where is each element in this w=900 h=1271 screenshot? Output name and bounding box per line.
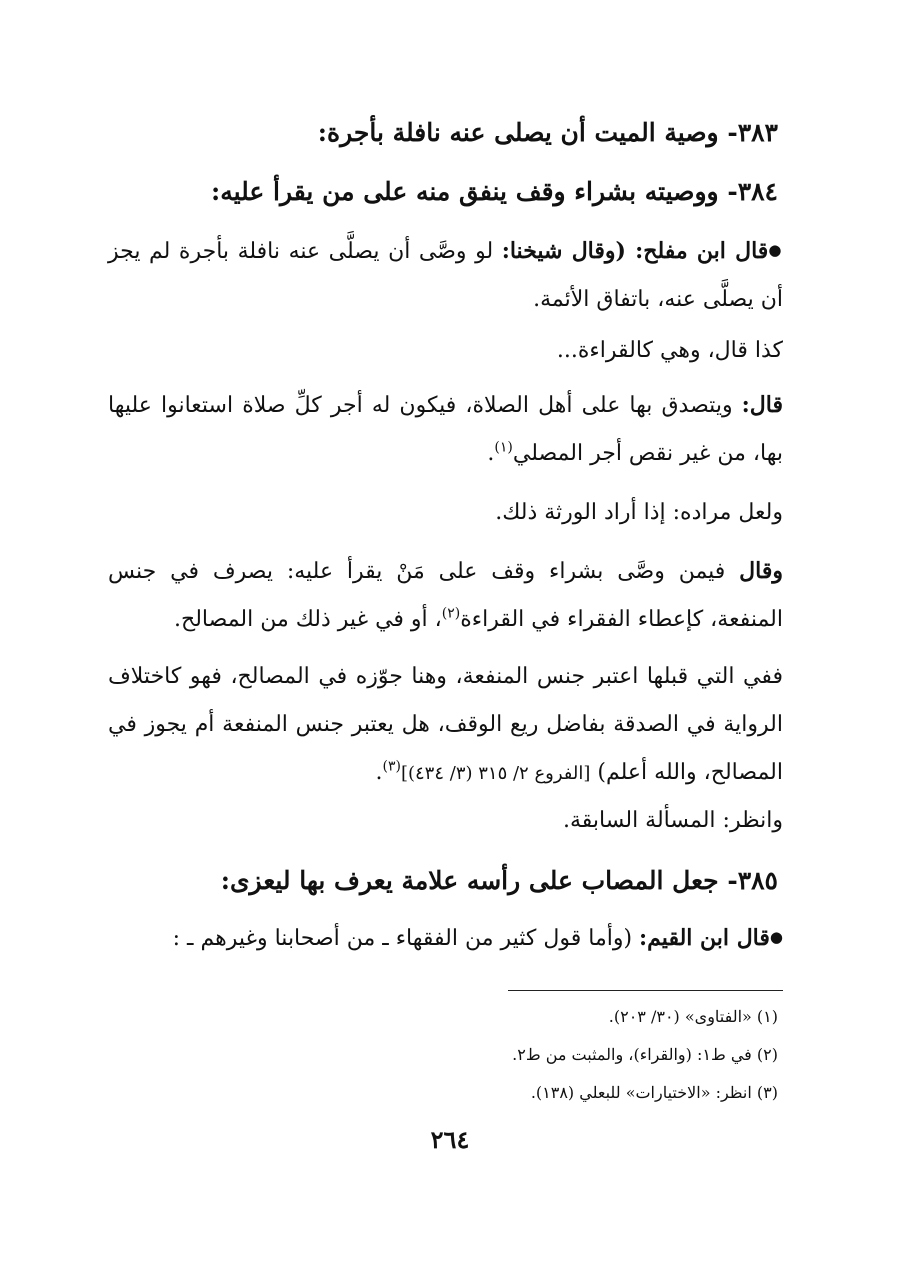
source-citation: [الفروع ٢/ ٣١٥ (٣/ ٤٣٤)] <box>400 763 591 784</box>
speaker-label: قال: <box>741 392 783 418</box>
page-number: ٢٦٤ <box>430 1125 470 1154</box>
paragraph-text: (وأما قول كثير من الفقهاء ـ من أصحابنا وغيرهم ـ : <box>172 926 640 951</box>
paragraph-comment: كذا قال، وهي كالقراءة... <box>556 338 783 363</box>
paragraph-interpretation: ولعل مراده: إذا أراد الورثة ذلك. <box>495 500 783 525</box>
paragraph-ibn-qayyim <box>108 913 783 963</box>
paragraph-see-also: وانظر: المسألة السابقة. <box>563 808 783 833</box>
paragraph-text: لو وصَّى أن يصلَّى عنه نافلة بأجرة لم يجز أن يصلَّى عنه، باتفاق الأئمة. <box>108 239 783 312</box>
paragraph-sadaqa: قال: ويتصدق بها على أهل الصلاة، فيكون له أجر كلِّ صلاة استعانوا عليها بها، من غير نقص أجر المصلي$^{(١)}$. <box>108 392 783 466</box>
bullet-icon: ● <box>768 241 783 259</box>
paragraph-text-end: ، أو في غير ذلك من المصالح. <box>174 607 442 632</box>
footnote-2: (٢) في ط١: (والقراء)، والمثبت من ط٢. <box>512 1045 778 1064</box>
paragraph-analysis: ففي التي قبلها اعتبر جنس المنفعة، وهنا جوّزه في المصالح، فهو كاختلاف الرواية في الصدقة بفاضل ريع الوقف، هل يعتبر جنس المنفعة أم يجوز في المصالح، والله أعلم) [الفروع ٢/ ٣١٥ (٣/ ٤٣٤)]$^{(٣)}$. <box>108 664 783 785</box>
speaker-label: قال ابن مفلح: (وقال شيخنا: <box>501 238 769 264</box>
section-heading-385: ٣٨٥- جعل المصاب على رأسه علامة يعرف بها ليعزى: <box>220 866 778 895</box>
footnote-ref-2: (٢) <box>441 605 461 622</box>
section-heading-383: ٣٨٣- وصية الميت أن يصلى عنه نافلة بأجرة: <box>317 118 778 147</box>
footnote-3: (٣) انظر: «الاختيارات» للبعلي (١٣٨). <box>530 1083 778 1102</box>
paragraph-text: فيمن وصَّى بشراء وقف على مَنْ يقرأ عليه: يصرف في جنس المنفعة، كإعطاء الفقراء في القراءة <box>108 559 783 632</box>
footnote-divider <box>508 990 783 991</box>
paragraph-waqf <box>108 547 783 644</box>
footnote-ref-3: (٣) <box>382 758 401 775</box>
speaker-label: وقال <box>739 558 783 584</box>
section-heading-384: ٣٨٤- ووصيته بشراء وقف ينفق منه على من يقرأ عليه: <box>210 177 778 206</box>
paragraph-text: ويتصدق بها على أهل الصلاة، فيكون له أجر كلِّ صلاة استعانوا عليها بها، من غير نقص أجر المصلي <box>108 393 783 466</box>
bullet-icon: ● <box>769 928 783 946</box>
paragraph-ibn-muflih <box>108 226 783 324</box>
speaker-label: قال ابن القيم: <box>639 925 770 951</box>
paragraph-text: ففي التي قبلها اعتبر جنس المنفعة، وهنا جوّزه في المصالح، فهو كاختلاف الرواية في الصدقة بفاضل ريع الوقف، هل يعتبر جنس المنفعة أم يجوز في المصالح، والله أعلم) <box>108 664 783 785</box>
footnote-ref-1: (١) <box>494 439 513 456</box>
footnote-1: (١) «الفتاوى» (٣٠/ ٢٠٣). <box>608 1007 778 1026</box>
